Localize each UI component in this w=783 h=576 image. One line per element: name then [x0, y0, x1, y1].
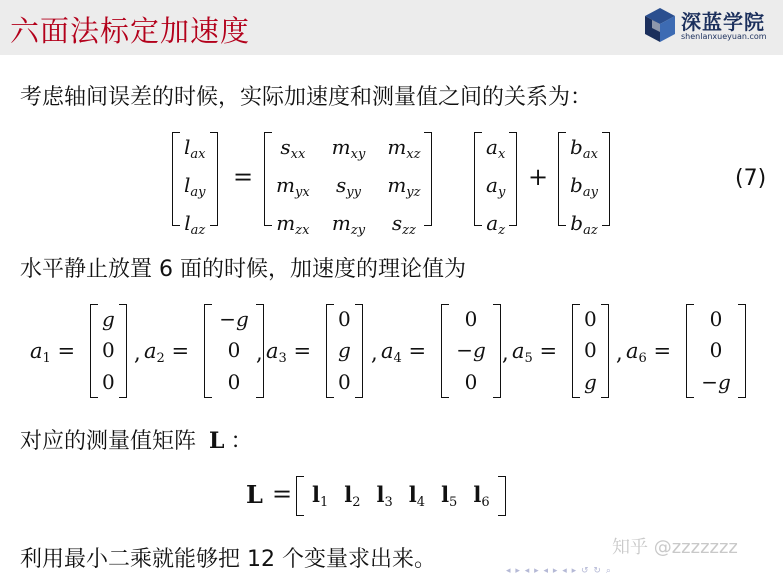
L-equals: =	[272, 480, 293, 508]
right-bracket	[355, 304, 363, 398]
vector-label-a6	[626, 339, 671, 366]
vector-equals: =	[164, 339, 190, 363]
vector-label-a4	[381, 339, 426, 366]
scale-misalignment-matrix	[264, 132, 432, 238]
entry-symbol: s	[391, 211, 403, 235]
vector-cells	[334, 304, 355, 398]
matrix-entry	[184, 170, 206, 208]
entry-subscript: yx	[294, 185, 310, 200]
right-bracket	[424, 132, 432, 226]
L-entry-symbol: l	[376, 482, 385, 507]
right-bracket	[602, 132, 610, 226]
vector-entry: 0	[227, 369, 241, 394]
entry-subscript: zx	[295, 223, 310, 238]
vector-name: a	[626, 339, 639, 363]
left-bracket	[172, 132, 180, 226]
separator-comma: ,	[256, 341, 263, 365]
blue-cube-logo-icon	[643, 7, 677, 43]
left-bracket	[264, 132, 272, 226]
vector-entry: 0	[227, 338, 241, 363]
vector-cells	[212, 304, 256, 398]
entry-symbol: a	[486, 173, 498, 197]
theory-vector-3	[326, 304, 363, 398]
bias-vector	[558, 132, 610, 238]
right-bracket	[119, 304, 127, 398]
vector-cells	[580, 304, 601, 398]
L-entry	[336, 478, 368, 514]
vector-equals: =	[50, 339, 76, 363]
L-symbol-inline: L	[209, 428, 225, 454]
matrix-entry	[336, 170, 361, 208]
entry-symbol: b	[570, 135, 583, 159]
entry-symbol: m	[331, 135, 351, 159]
left-bracket	[441, 304, 449, 398]
entry-subscript: zz	[402, 223, 416, 238]
vector-entry: g	[102, 307, 115, 332]
entry-symbol: a	[486, 135, 498, 159]
entry-subscript: az	[190, 223, 206, 238]
vector-cells	[449, 304, 493, 398]
entry-symbol: m	[331, 211, 351, 235]
vector-equals: =	[646, 339, 672, 363]
L-symbol: L	[246, 480, 263, 509]
equation-number: (7)	[735, 166, 767, 191]
slide-title: 六面法标定加速度	[10, 14, 251, 48]
entry-subscript: ax	[582, 147, 598, 162]
right-bracket	[498, 476, 506, 516]
matrix-entry	[280, 132, 305, 170]
vector-index: 2	[156, 351, 165, 366]
separator-comma: ,	[134, 341, 141, 365]
paragraph-3-text: 对应的测量值矩阵	[20, 429, 197, 454]
vector-label-a2	[144, 339, 189, 366]
L-entry-index: 1	[319, 495, 329, 510]
matrix-cells	[272, 132, 424, 238]
paragraph-1: 考虑轴间误差的时候，实际加速度和测量值之间的关系为：	[20, 85, 593, 110]
entry-subscript: z	[498, 223, 506, 238]
L-cells	[304, 476, 498, 516]
vector-name: a	[266, 339, 279, 363]
matrix-entry	[387, 132, 420, 170]
entry-symbol: s	[336, 173, 347, 197]
vector-entry: 0	[464, 369, 478, 394]
L-entry-symbol: l	[344, 482, 353, 507]
right-bracket	[493, 304, 501, 398]
entry-subscript: ay	[582, 185, 598, 200]
entry-symbol: b	[570, 173, 583, 197]
entry-symbol: s	[280, 135, 291, 159]
matrix-entry	[570, 170, 598, 208]
separator-comma: ,	[502, 341, 509, 365]
vector-equals: =	[401, 339, 427, 363]
L-entry-symbol: l	[441, 482, 450, 507]
vector-name: a	[512, 339, 525, 363]
L-entry	[465, 478, 497, 514]
vector-index: 4	[393, 351, 402, 366]
vector-entry: g	[338, 338, 351, 363]
paragraph-2: 水平静止放置 6 面的时候，加速度的理论值为	[20, 257, 466, 282]
L-entry-index: 2	[352, 495, 361, 510]
theory-vector-2	[204, 304, 264, 398]
left-bracket	[296, 476, 304, 516]
left-bracket	[572, 304, 580, 398]
matrix-cells	[482, 132, 509, 238]
plus-sign: +	[528, 163, 549, 191]
vector-entry: 0	[709, 307, 723, 332]
vector-entry: −g	[456, 338, 486, 363]
theory-vector-4	[441, 304, 501, 398]
matrix-entry	[332, 132, 366, 170]
vector-equals: =	[532, 339, 558, 363]
L-entry-index: 5	[449, 495, 458, 510]
left-bracket	[90, 304, 98, 398]
entry-subscript: yz	[406, 185, 421, 200]
paragraph-3	[20, 424, 253, 455]
vector-entry: 0	[102, 369, 115, 394]
vector-entry: 0	[102, 338, 115, 363]
vector-name: a	[30, 339, 43, 363]
logo	[643, 5, 775, 47]
L-entry-symbol: l	[473, 482, 482, 507]
entry-symbol: m	[387, 135, 407, 159]
right-bracket	[601, 304, 609, 398]
logo-url: shenlanxueyuan.com	[681, 32, 767, 41]
L-entry-symbol: l	[408, 482, 417, 507]
L-entry-index: 3	[384, 495, 393, 510]
L-entry-index: 6	[481, 495, 490, 510]
entry-subscript: xy	[350, 147, 366, 162]
matrix-cells	[566, 132, 602, 238]
theory-vector-5	[572, 304, 609, 398]
theory-vector-6	[686, 304, 746, 398]
equals-sign: =	[233, 163, 254, 191]
vector-entry: 0	[709, 338, 723, 363]
L-entry	[433, 478, 465, 514]
right-bracket	[210, 132, 218, 226]
vector-entry: −g	[701, 369, 731, 394]
vector-index: 1	[42, 351, 51, 366]
matrix-entry	[332, 208, 365, 246]
entry-symbol: m	[276, 211, 296, 235]
entry-subscript: ay	[190, 185, 206, 200]
vector-index: 6	[638, 351, 647, 366]
entry-subscript: xx	[290, 147, 306, 162]
entry-symbol: a	[486, 211, 499, 235]
left-bracket	[558, 132, 566, 226]
entry-subscript: zy	[350, 223, 366, 238]
vector-cells	[694, 304, 738, 398]
vector-entry: 0	[584, 307, 597, 332]
vector-label-a5	[512, 339, 557, 366]
vector-entry: g	[584, 369, 597, 394]
left-bracket	[686, 304, 694, 398]
matrix-cells	[180, 132, 210, 238]
watermark: 知乎 @zzzzzzz	[612, 537, 738, 558]
vector-name: a	[381, 339, 394, 363]
matrix-entry	[570, 208, 597, 246]
L-entry-index: 4	[416, 495, 426, 510]
entry-subscript: x	[497, 147, 506, 162]
left-bracket	[474, 132, 482, 226]
paragraph-4: 利用最小二乘就能够把 12 个变量求出来。	[20, 547, 436, 572]
separator-comma: ,	[371, 341, 378, 365]
matrix-entry	[486, 170, 505, 208]
right-bracket	[509, 132, 517, 226]
vector-equals: =	[286, 339, 312, 363]
L-entry-symbol: l	[312, 482, 320, 507]
vector-entry: 0	[584, 338, 597, 363]
matrix-entry	[486, 208, 505, 246]
entry-symbol: m	[276, 173, 295, 197]
paragraph-3-colon: ：	[230, 429, 253, 454]
entry-symbol: l	[184, 211, 191, 235]
vector-entry: −g	[219, 307, 249, 332]
l-vector	[172, 132, 218, 238]
left-bracket	[204, 304, 212, 398]
entry-subscript: ax	[190, 147, 206, 162]
L-row-matrix	[296, 476, 506, 516]
matrix-entry	[184, 132, 206, 170]
vector-label-a3	[266, 339, 311, 366]
slide-header	[0, 0, 783, 55]
L-entry	[304, 478, 336, 514]
entry-symbol: l	[184, 135, 191, 159]
matrix-entry	[387, 170, 420, 208]
vector-label-a1	[30, 339, 75, 366]
matrix-entry	[392, 208, 416, 246]
matrix-entry	[276, 170, 310, 208]
entry-subscript: yy	[346, 185, 361, 200]
matrix-entry	[570, 132, 598, 170]
vector-index: 5	[524, 351, 533, 366]
L-entry	[401, 478, 433, 514]
entry-symbol: l	[184, 173, 191, 197]
logo-name: 深蓝学院	[681, 10, 765, 34]
vector-cells	[98, 304, 119, 398]
a-vector	[474, 132, 517, 238]
entry-symbol: b	[570, 211, 584, 235]
vector-name: a	[144, 339, 157, 363]
theory-vector-1	[90, 304, 127, 398]
entry-subscript: xz	[406, 147, 421, 162]
vector-entry: 0	[464, 307, 478, 332]
entry-subscript: y	[497, 185, 506, 200]
vector-entry: 0	[338, 307, 351, 332]
L-entry	[369, 478, 401, 514]
vector-entry: 0	[338, 369, 351, 394]
matrix-entry	[276, 208, 309, 246]
left-bracket	[326, 304, 334, 398]
beamer-nav-icons[interactable]: ◂ ▸ ◂ ▸ ◂ ▸ ◂ ▸ ↺ ↻ ⌕	[506, 566, 612, 576]
matrix-entry	[184, 208, 205, 246]
vector-index: 3	[278, 351, 287, 366]
right-bracket	[738, 304, 746, 398]
entry-symbol: m	[387, 173, 407, 197]
matrix-entry	[486, 132, 505, 170]
separator-comma: ,	[616, 341, 623, 365]
entry-subscript: az	[583, 223, 598, 238]
